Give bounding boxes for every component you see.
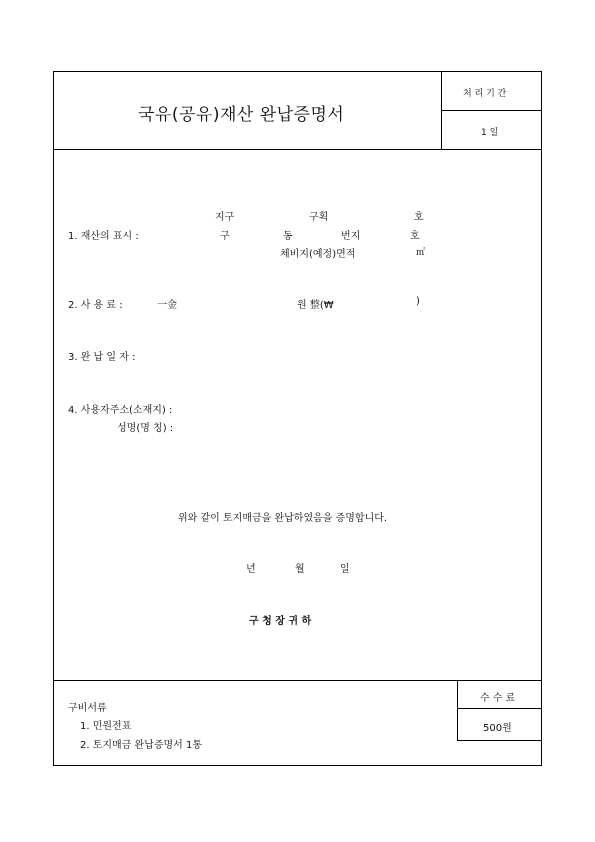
- ho-label: 호: [410, 231, 420, 242]
- lot-number-label: 호: [414, 212, 424, 223]
- date-year: 년: [246, 564, 256, 575]
- amount-prefix: 一金: [157, 300, 177, 311]
- fee-value: 500원: [483, 723, 512, 734]
- fee-label: 수 수 료: [480, 693, 516, 704]
- header-divider: [53, 149, 542, 150]
- date-day: 일: [340, 564, 350, 575]
- user-name-label: 성명(명 칭) :: [117, 423, 174, 434]
- replotting-area-label: 체비지(예정)면적: [280, 249, 356, 260]
- usage-fee-label: 2. 사 용 료 :: [68, 300, 123, 311]
- dong-label: 동: [283, 231, 293, 242]
- required-docs-title: 구비서류: [68, 703, 107, 714]
- block-label: 구획: [309, 212, 329, 223]
- date-month: 월: [295, 564, 305, 575]
- processing-period-value: 1 일: [481, 128, 499, 138]
- required-doc-item: 1. 민원전표: [80, 721, 132, 732]
- fee-box-mid: [457, 708, 542, 709]
- fee-box-left: [457, 680, 458, 740]
- document-title: 국유(공유)재산 완납증명서: [138, 105, 345, 125]
- processing-period-label: 처 리 기 간: [463, 89, 507, 99]
- period-divider: [441, 110, 542, 111]
- beonji-label: 번지: [341, 231, 361, 242]
- district-label: 지구: [215, 212, 235, 223]
- payment-date-label: 3. 완 납 일 자 :: [68, 352, 136, 363]
- amount-won: 원 整(₩: [297, 300, 334, 311]
- required-doc-item: 2. 토지매금 완납증명서 1통: [80, 740, 203, 751]
- area-unit: ㎡: [416, 248, 426, 258]
- amount-close-paren: ): [416, 296, 420, 307]
- user-address-label: 4. 사용자주소(소재지) :: [68, 405, 173, 416]
- gu-label: 구: [220, 231, 230, 242]
- property-label: 1. 재산의 표시 :: [68, 231, 139, 242]
- certification-text: 위와 같이 토지매금을 완납하였음을 증명합니다.: [178, 513, 388, 524]
- footer-divider: [53, 680, 542, 681]
- recipient: 구 청 장 귀 하: [249, 616, 312, 627]
- fee-box-bottom: [457, 740, 542, 741]
